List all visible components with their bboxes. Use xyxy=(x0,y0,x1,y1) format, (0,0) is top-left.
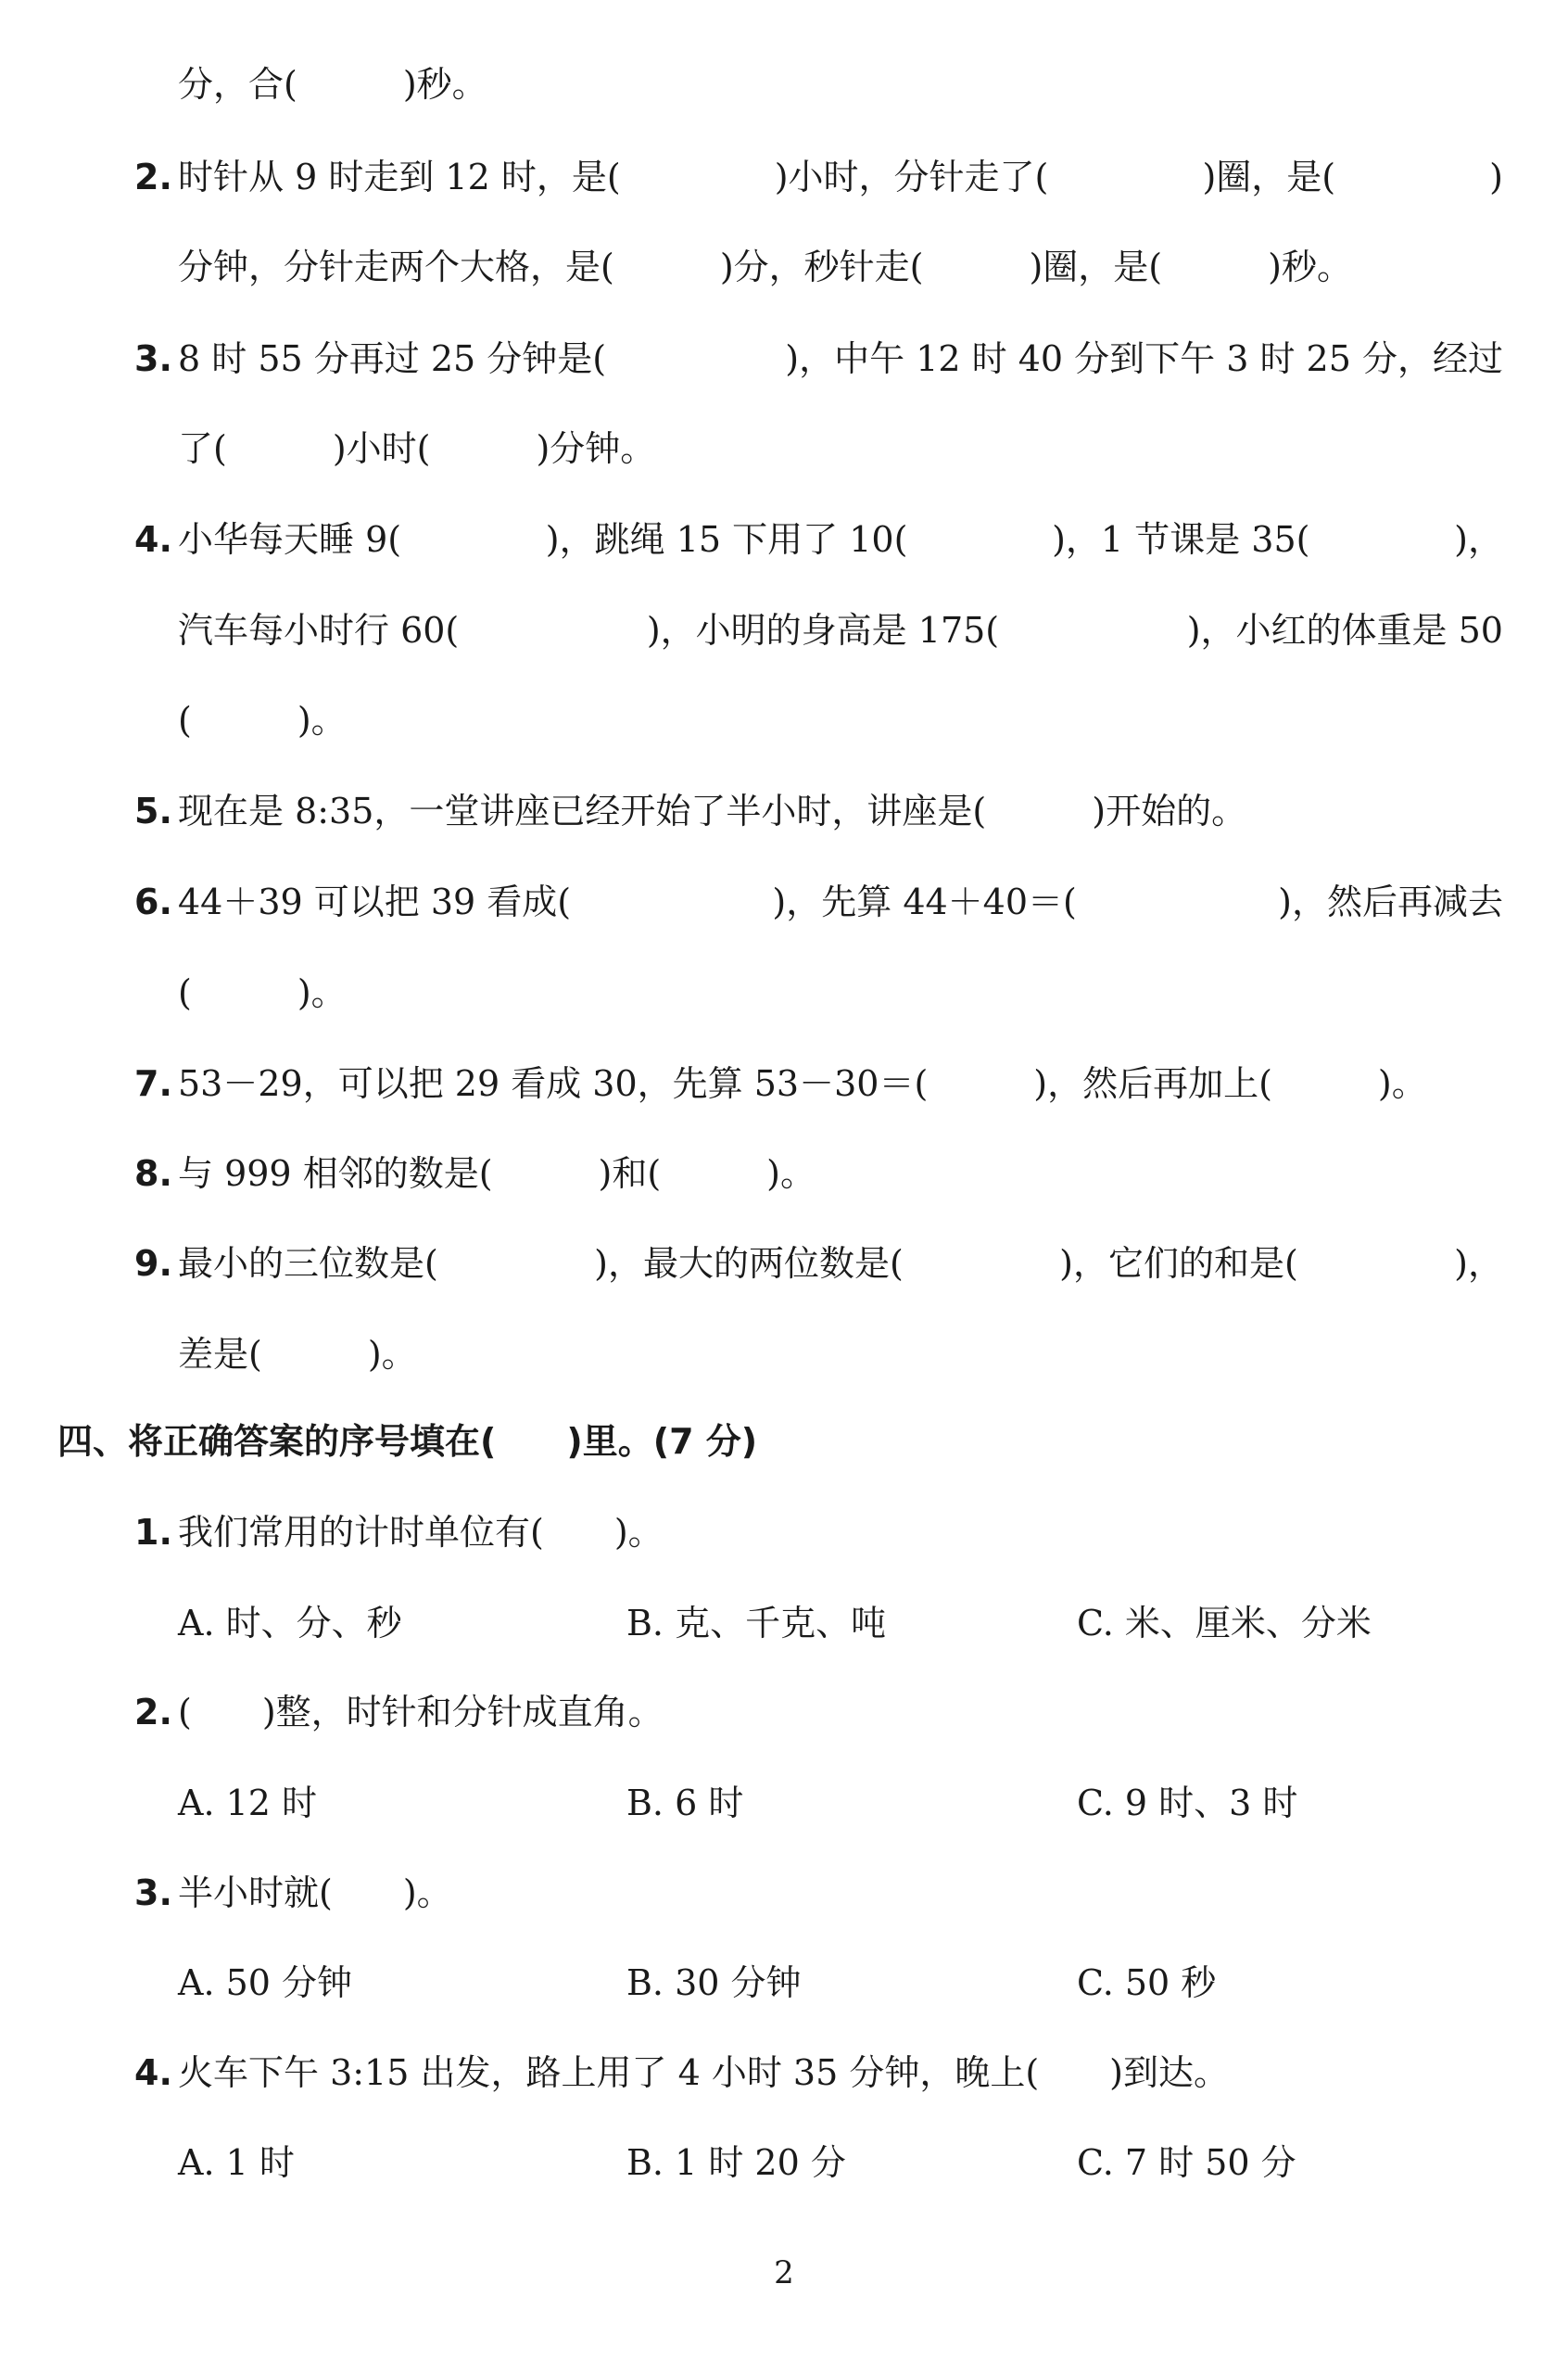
q2-line1 xyxy=(178,154,1503,200)
mc1-option-a: A. 时、分、秒 xyxy=(178,1603,402,1643)
q3-number: 3. xyxy=(134,338,172,379)
q7-number: 7. xyxy=(134,1063,172,1104)
q5-line1 xyxy=(178,788,1246,834)
q4-l1-part1: 小华每天睡 9( xyxy=(178,519,402,560)
mc2-option-c: C. 9 时、3 时 xyxy=(1077,1783,1298,1823)
q5-l1-text: 现在是 8:35，一堂讲座已经开始了半小时，讲座是( )开始的。 xyxy=(178,791,1247,831)
mc4-option-b: B. 1 时 20 分 xyxy=(626,2142,846,2183)
mc4-number: 4. xyxy=(134,2052,172,2093)
q3-line2 xyxy=(178,425,655,472)
q3-l1-part2: )，中午 12 时 40 分到下午 3 时 25 分，经过 xyxy=(785,338,1503,379)
q4-line3 xyxy=(178,697,347,743)
q4-line1 xyxy=(178,516,1503,563)
q5-number: 5. xyxy=(134,791,172,831)
q2-line2 xyxy=(178,244,1352,290)
q9-number: 9. xyxy=(134,1243,172,1284)
q9-l1-part1: 最小的三位数是( xyxy=(178,1243,438,1284)
q1-continuation-text: 分，合( )秒。 xyxy=(178,64,487,105)
q2-l1-part4: ) xyxy=(1489,157,1503,197)
q2-l2-text: 分钟，分针走两个大格，是( )分，秒针走( )圈，是( )秒。 xyxy=(178,247,1352,287)
mc4-question: 火车下午 3:15 出发，路上用了 4 小时 35 分钟，晚上( )到达。 xyxy=(178,2052,1229,2093)
mc2-option-a: A. 12 时 xyxy=(178,1783,318,1823)
q4-l1-part3: )，1 节课是 35( xyxy=(1052,519,1310,560)
q6-l1-part1: 44＋39 可以把 39 看成( xyxy=(178,882,572,922)
mc1-option-b: B. 克、千克、吨 xyxy=(626,1603,887,1643)
q3-l2-text: 了( )小时( )分钟。 xyxy=(178,428,656,469)
q6-number: 6. xyxy=(134,882,172,922)
mc3-option-b: B. 30 分钟 xyxy=(626,1962,802,2003)
mc2-number: 2. xyxy=(134,1692,172,1732)
mc4-option-a: A. 1 时 xyxy=(178,2142,295,2183)
q9-l1-part4: )， xyxy=(1454,1243,1503,1284)
q8-line1 xyxy=(178,1150,816,1197)
mc3-option-c: C. 50 秒 xyxy=(1077,1962,1217,2003)
q9-line1 xyxy=(178,1240,1503,1287)
q4-l1-part2: )，跳绳 15 下用了 10( xyxy=(545,519,908,560)
q7-l1-text: 53－29，可以把 29 看成 30，先算 53－30＝( )，然后再加上( )。 xyxy=(178,1063,1427,1104)
q6-l2-text: ( )。 xyxy=(178,972,347,1013)
mc1-question: 我们常用的计时单位有( )。 xyxy=(178,1512,664,1553)
mc3-option-a: A. 50 分钟 xyxy=(178,1962,353,2003)
mc2-question: ( )整，时针和分针成直角。 xyxy=(178,1692,664,1732)
q9-l2-text: 差是( )。 xyxy=(178,1334,417,1375)
q9-line2 xyxy=(178,1331,417,1377)
q4-line2 xyxy=(178,607,1503,654)
mc4-option-c: C. 7 时 50 分 xyxy=(1077,2142,1296,2183)
q9-l1-part3: )，它们的和是( xyxy=(1059,1243,1298,1284)
q6-line1 xyxy=(178,879,1503,925)
q7-line1 xyxy=(178,1060,1427,1107)
q6-line2 xyxy=(178,970,347,1016)
q6-l1-part2: )，先算 44＋40＝( xyxy=(772,882,1077,922)
q4-l1-part4: )， xyxy=(1454,519,1503,560)
q2-number: 2. xyxy=(134,157,172,197)
q9-l1-part2: )，最大的两位数是( xyxy=(594,1243,904,1284)
q6-l1-part3: )，然后再减去 xyxy=(1278,882,1503,922)
q1-continuation xyxy=(178,61,487,108)
mc1-number: 1. xyxy=(134,1512,172,1553)
mc3-number: 3. xyxy=(134,1872,172,1913)
page-number: 2 xyxy=(774,2254,794,2291)
mc2-option-b: B. 6 时 xyxy=(626,1783,744,1823)
q3-l1-part1: 8 时 55 分再过 25 分钟是( xyxy=(178,338,607,379)
mc3-question: 半小时就( )。 xyxy=(178,1872,452,1913)
q4-l2-part3: )，小红的体重是 50 xyxy=(1186,610,1503,651)
q4-l2-part1: 汽车每小时行 60( xyxy=(178,610,460,651)
section4-heading: 四、将正确答案的序号填在( )里。(7 分) xyxy=(57,1421,758,1462)
q2-l1-part3: )圈，是( xyxy=(1202,157,1336,197)
q2-l1-part1: 时针从 9 时走到 12 时，是( xyxy=(178,157,621,197)
q8-l1-text: 与 999 相邻的数是( )和( )。 xyxy=(178,1153,816,1194)
q4-number: 4. xyxy=(134,519,172,560)
q3-line1 xyxy=(178,336,1503,382)
q2-l1-part2: )小时，分针走了( xyxy=(774,157,1049,197)
mc1-option-c: C. 米、厘米、分米 xyxy=(1077,1603,1372,1643)
q4-l2-part2: )，小明的身高是 175( xyxy=(646,610,1000,651)
q8-number: 8. xyxy=(134,1153,172,1194)
q4-l3-text: ( )。 xyxy=(178,700,347,741)
